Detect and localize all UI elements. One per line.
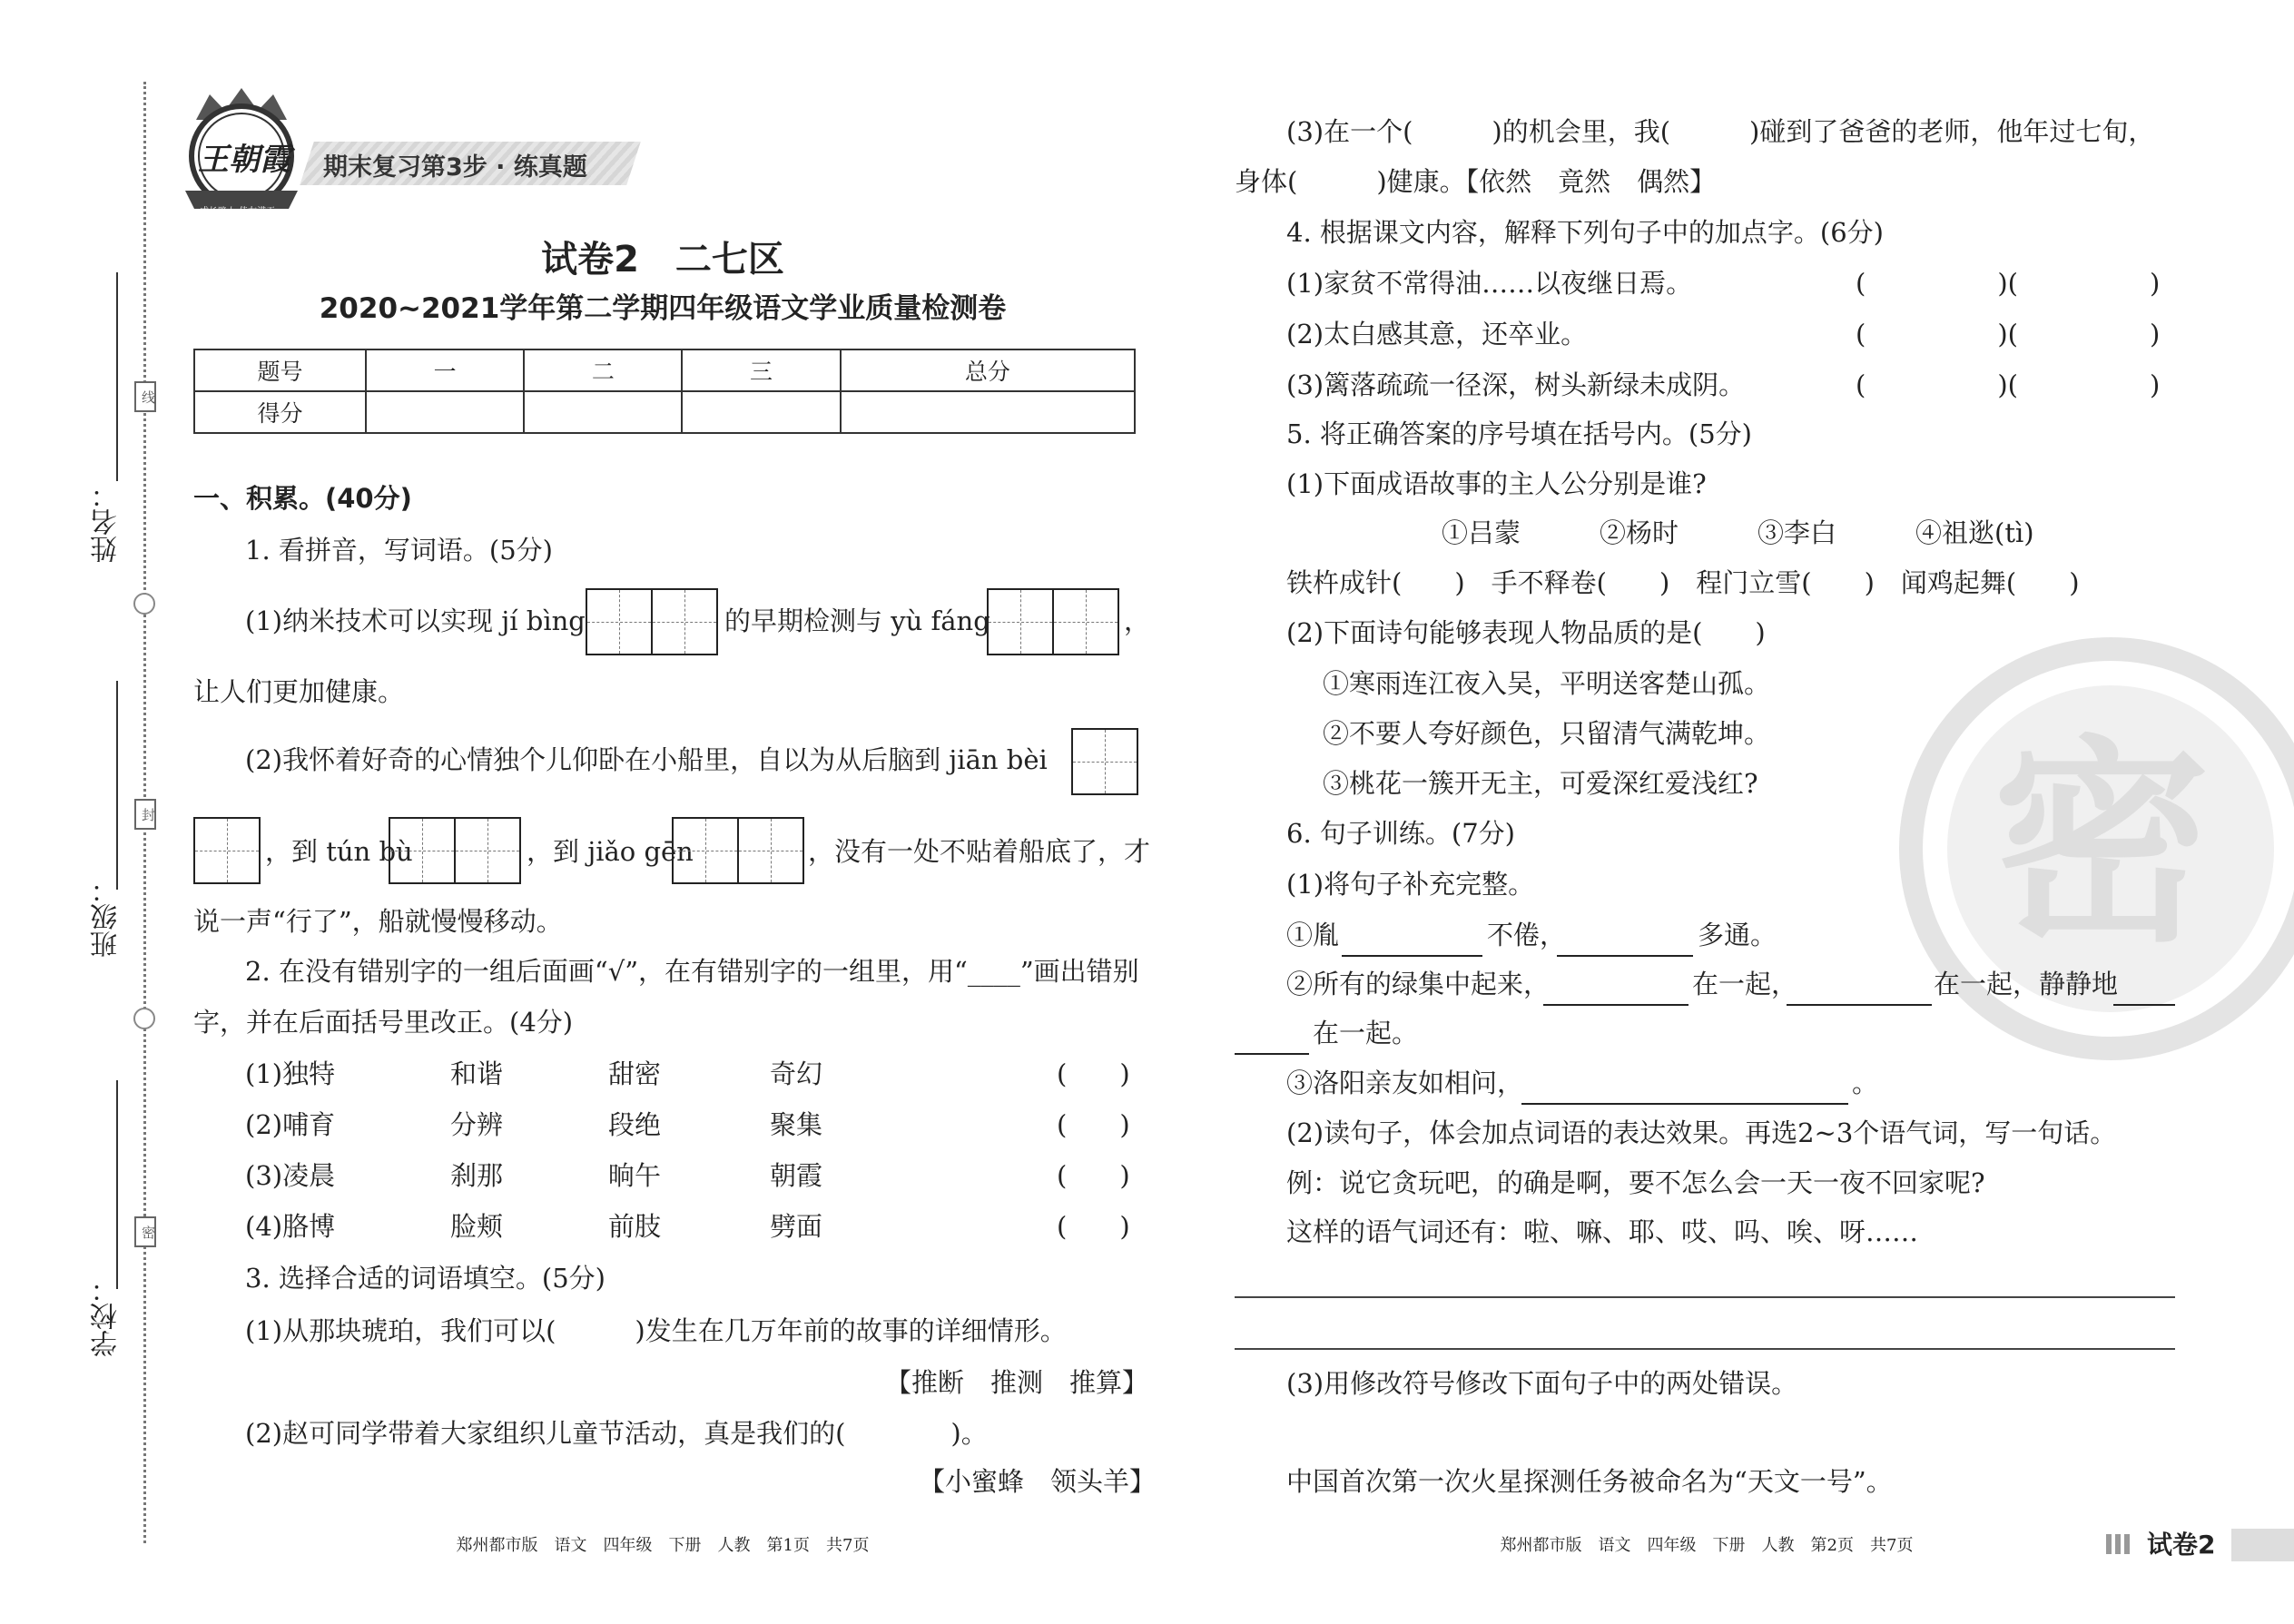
q6-2-example: 例：说它贪玩吧，的确是啊，要不怎么会一天一夜不回家呢? bbox=[1286, 1167, 1985, 1198]
q2-cell: 分辨 bbox=[450, 1109, 504, 1140]
q6-1-text: (1)将句子补充完整。 bbox=[1286, 869, 1535, 900]
q2-cell: 刹那 bbox=[450, 1160, 504, 1191]
q1-2-text-d: ，没有一处不贴着船底了，才 bbox=[808, 836, 1151, 867]
q2-cell: 聚集 bbox=[770, 1109, 823, 1140]
q6-1b-blank[interactable] bbox=[1543, 975, 1689, 1006]
q2-answer-bracket[interactable]: ( ) bbox=[1057, 1058, 1130, 1089]
question-6: 6. 句子训练。(7分) bbox=[1286, 818, 1515, 849]
q4-item: (1)家贫不常得油……以夜继日焉。 bbox=[1286, 268, 1693, 299]
question-2: 2. 在没有错别字的一组后面画“√”，在有错别字的一组里，用“____”画出错别 bbox=[245, 956, 1139, 987]
q6-1b-blank[interactable] bbox=[1787, 975, 1932, 1006]
q6-1b-text: 在一起。 bbox=[1313, 1018, 1419, 1048]
q1-1-text-b: 的早期检测与 yù fáng bbox=[724, 605, 990, 636]
pinyin-box-jianbei-2[interactable] bbox=[193, 817, 261, 884]
q2-cell: 朝霞 bbox=[770, 1160, 823, 1191]
q3-1-text: (1)从那块琥珀，我们可以( )发生在几万年前的故事的详细情形。 bbox=[245, 1315, 1067, 1346]
q6-1a-text: 多通。 bbox=[1698, 920, 1777, 950]
score-head-cell: 一 bbox=[366, 349, 524, 391]
q3-3-text-a: (3)在一个( )的机会里，我( )碰到了爸爸的老师，他年过七旬， bbox=[1286, 116, 2155, 147]
q3-2-options: 【小蜜蜂 领头羊】 bbox=[919, 1466, 1157, 1497]
q4-item: (2)太白感其意，还卒业。 bbox=[1286, 319, 1588, 349]
q2-cell: (1)独特 bbox=[245, 1058, 336, 1089]
q2-cell: (2)哺育 bbox=[245, 1109, 336, 1140]
score-head-cell: 二 bbox=[524, 349, 682, 391]
score-value-row bbox=[194, 391, 1135, 433]
q2-cell: (4)胳博 bbox=[245, 1211, 336, 1242]
q5-1-items[interactable]: 铁杵成针( ) 手不释卷( ) 程门立雪( ) 闻鸡起舞( ) bbox=[1286, 567, 2080, 598]
q4-answer-brackets[interactable]: ( )( ) bbox=[1856, 369, 2161, 400]
q6-1b-blank[interactable] bbox=[1235, 1024, 1309, 1055]
q5-1-options: ①吕蒙 ②杨时 ③李白 ④祖逖(tì) bbox=[1442, 517, 2034, 548]
seal-mark-secret: 密 bbox=[134, 1216, 156, 1247]
q6-3-sentence: 中国首次第一次火星探测任务被命名为“天文一号”。 bbox=[1286, 1466, 1893, 1497]
q2-cell: 前肢 bbox=[608, 1211, 662, 1242]
q5-2-option: ①寒雨连江夜入吴，平明送客楚山孤。 bbox=[1323, 668, 1771, 699]
q6-1a-text: ①胤 bbox=[1286, 920, 1340, 950]
q1-1-text-c: ， bbox=[1124, 605, 1151, 636]
class-label: 班级： bbox=[91, 876, 123, 958]
q5-2-text: (2)下面诗句能够表现人物品质的是( ) bbox=[1286, 617, 1766, 648]
q6-2-more: 这样的语气词还有：啦、嘛、耶、哎、吗、唉、呀…… bbox=[1286, 1216, 1919, 1247]
seal-mark-seal: 封 bbox=[134, 799, 156, 830]
q1-1-text-d: 让人们更加健康。 bbox=[193, 676, 405, 707]
name-label: 姓名： bbox=[91, 481, 123, 563]
q4-answer-brackets[interactable]: ( )( ) bbox=[1856, 319, 2161, 349]
q6-1b-text: 在一起，静静地 bbox=[1934, 969, 2119, 999]
paper-title: 试卷2 二七区 bbox=[541, 239, 784, 281]
q6-1b-text: 在一起， bbox=[1692, 969, 1798, 999]
class-underline bbox=[116, 681, 118, 890]
pinyin-box-tunbu[interactable] bbox=[389, 817, 521, 884]
q2-cell: 脸颊 bbox=[450, 1211, 504, 1242]
q6-2-text: (2)读句子，体会加点词语的表达效果。再选2~3个语气词，写一句话。 bbox=[1286, 1117, 2117, 1148]
score-header-row bbox=[194, 349, 1135, 391]
binding-hole-icon bbox=[133, 1008, 155, 1029]
q1-1-text-a: (1)纳米技术可以实现 jí bìng bbox=[245, 605, 586, 636]
q6-1b-blank[interactable] bbox=[2113, 975, 2175, 1006]
score-input-cell[interactable] bbox=[841, 391, 1135, 433]
paper-subtitle: 2020~2021学年第二学期四年级语文学业质量检测卷 bbox=[319, 292, 1007, 325]
answer-line[interactable] bbox=[1235, 1296, 2175, 1298]
question-1: 1. 看拼音，写词语。(5分) bbox=[245, 535, 553, 566]
pinyin-box-yufang[interactable] bbox=[987, 588, 1119, 655]
banner-text: 期末复习第3步 · 练真题 bbox=[323, 153, 587, 182]
pinyin-box-jiaogen[interactable] bbox=[672, 817, 804, 884]
score-head-cell: 总分 bbox=[841, 349, 1135, 391]
logo-text: 王朝霞 bbox=[198, 142, 290, 178]
score-input-cell[interactable] bbox=[682, 391, 840, 433]
q6-1a-blank[interactable] bbox=[1342, 926, 1482, 957]
q1-2-text-b: ，到 tún bù bbox=[265, 836, 413, 867]
q3-2-text: (2)赵可同学带着大家组织儿童节活动，真是我们的( )。 bbox=[245, 1418, 988, 1449]
q2-cell: (3)凌晨 bbox=[245, 1160, 336, 1191]
page-footer-left: 郑州都市版 语文 四年级 下册 人教 第1页 共7页 bbox=[456, 1536, 870, 1555]
tag-bar bbox=[2231, 1529, 2294, 1561]
q2-cell: 甜密 bbox=[608, 1058, 662, 1089]
q6-1a-text: 不倦， bbox=[1487, 920, 1567, 950]
q5-2-option: ③桃花一簇开无主，可爱深红爱浅红? bbox=[1323, 768, 1758, 799]
seal-mark-line: 线 bbox=[134, 381, 156, 412]
q3-1-options: 【推断 推测 推算】 bbox=[885, 1367, 1149, 1398]
watermark-stamp-char: 密 bbox=[1993, 717, 2211, 971]
school-label: 学校： bbox=[91, 1275, 123, 1357]
q1-2-text-c: ，到 jiǎo gēn bbox=[527, 836, 694, 867]
q5-2-option: ②不要人夸好颜色，只留清气满乾坤。 bbox=[1323, 718, 1771, 749]
q1-2-text-e: 说一声“行了”，船就慢慢移动。 bbox=[193, 906, 563, 937]
q6-1c-text: 。 bbox=[1852, 1068, 1879, 1098]
q2-cell: 劈面 bbox=[770, 1211, 823, 1242]
school-underline bbox=[116, 1080, 118, 1289]
q5-1-text: (1)下面成语故事的主人公分别是谁? bbox=[1286, 468, 1707, 499]
q2-answer-bracket[interactable]: ( ) bbox=[1057, 1160, 1130, 1191]
q6-3-text: (3)用修改符号修改下面句子中的两处错误。 bbox=[1286, 1368, 1798, 1399]
question-3: 3. 选择合适的词语填空。(5分) bbox=[245, 1263, 605, 1294]
q2-cell: 晌午 bbox=[608, 1160, 662, 1191]
q2-answer-bracket[interactable]: ( ) bbox=[1057, 1211, 1130, 1242]
section-heading: 一、积累。(40分) bbox=[193, 483, 412, 514]
pinyin-box-jibing[interactable] bbox=[586, 588, 718, 655]
q2-cell: 段绝 bbox=[608, 1109, 662, 1140]
question-2-cont: 字，并在后面括号里改正。(4分) bbox=[193, 1007, 574, 1038]
q2-answer-bracket[interactable]: ( ) bbox=[1057, 1109, 1130, 1140]
paper-tag: 试卷2 bbox=[2147, 1530, 2216, 1560]
score-input-cell[interactable] bbox=[366, 391, 524, 433]
q3-3-text-b: 身体( )健康。【依然 竟然 偶然】 bbox=[1235, 166, 1717, 197]
q2-cell: 和谐 bbox=[450, 1058, 504, 1089]
q2-cell: 奇幻 bbox=[770, 1058, 823, 1089]
question-5: 5. 将正确答案的序号填在括号内。(5分) bbox=[1286, 418, 1752, 449]
tag-decoration-icon bbox=[2106, 1534, 2133, 1554]
q1-2-text-a: (2)我怀着好奇的心情独个儿仰卧在小船里，自以为从后脑到 jiān bèi bbox=[245, 744, 1048, 775]
page-footer-right: 郑州都市版 语文 四年级 下册 人教 第2页 共7页 bbox=[1500, 1536, 1914, 1555]
score-row-head: 得分 bbox=[194, 391, 366, 433]
q6-1c-text: ③洛阳亲友如相问， bbox=[1286, 1068, 1524, 1098]
binding-hole-icon bbox=[133, 593, 155, 615]
q6-1c-blank[interactable] bbox=[1521, 1074, 1848, 1105]
q4-item: (3)篱落疏疏一径深，树头新绿未成阴。 bbox=[1286, 369, 1746, 400]
score-head-cell: 三 bbox=[682, 349, 840, 391]
q4-answer-brackets[interactable]: ( )( ) bbox=[1856, 268, 2161, 299]
logo-motto: 成长路上 佳友满天 bbox=[200, 207, 276, 217]
pinyin-box-jianbei[interactable] bbox=[1071, 728, 1138, 795]
score-head-cell: 题号 bbox=[194, 349, 366, 391]
q6-1b-text: ②所有的绿集中起来， bbox=[1286, 969, 1551, 999]
answer-line[interactable] bbox=[1235, 1348, 2175, 1350]
score-input-cell[interactable] bbox=[524, 391, 682, 433]
question-4: 4. 根据课文内容，解释下列句子中的加点字。(6分) bbox=[1286, 217, 1884, 248]
score-table bbox=[193, 349, 1136, 434]
q6-1a-blank[interactable] bbox=[1557, 926, 1693, 957]
